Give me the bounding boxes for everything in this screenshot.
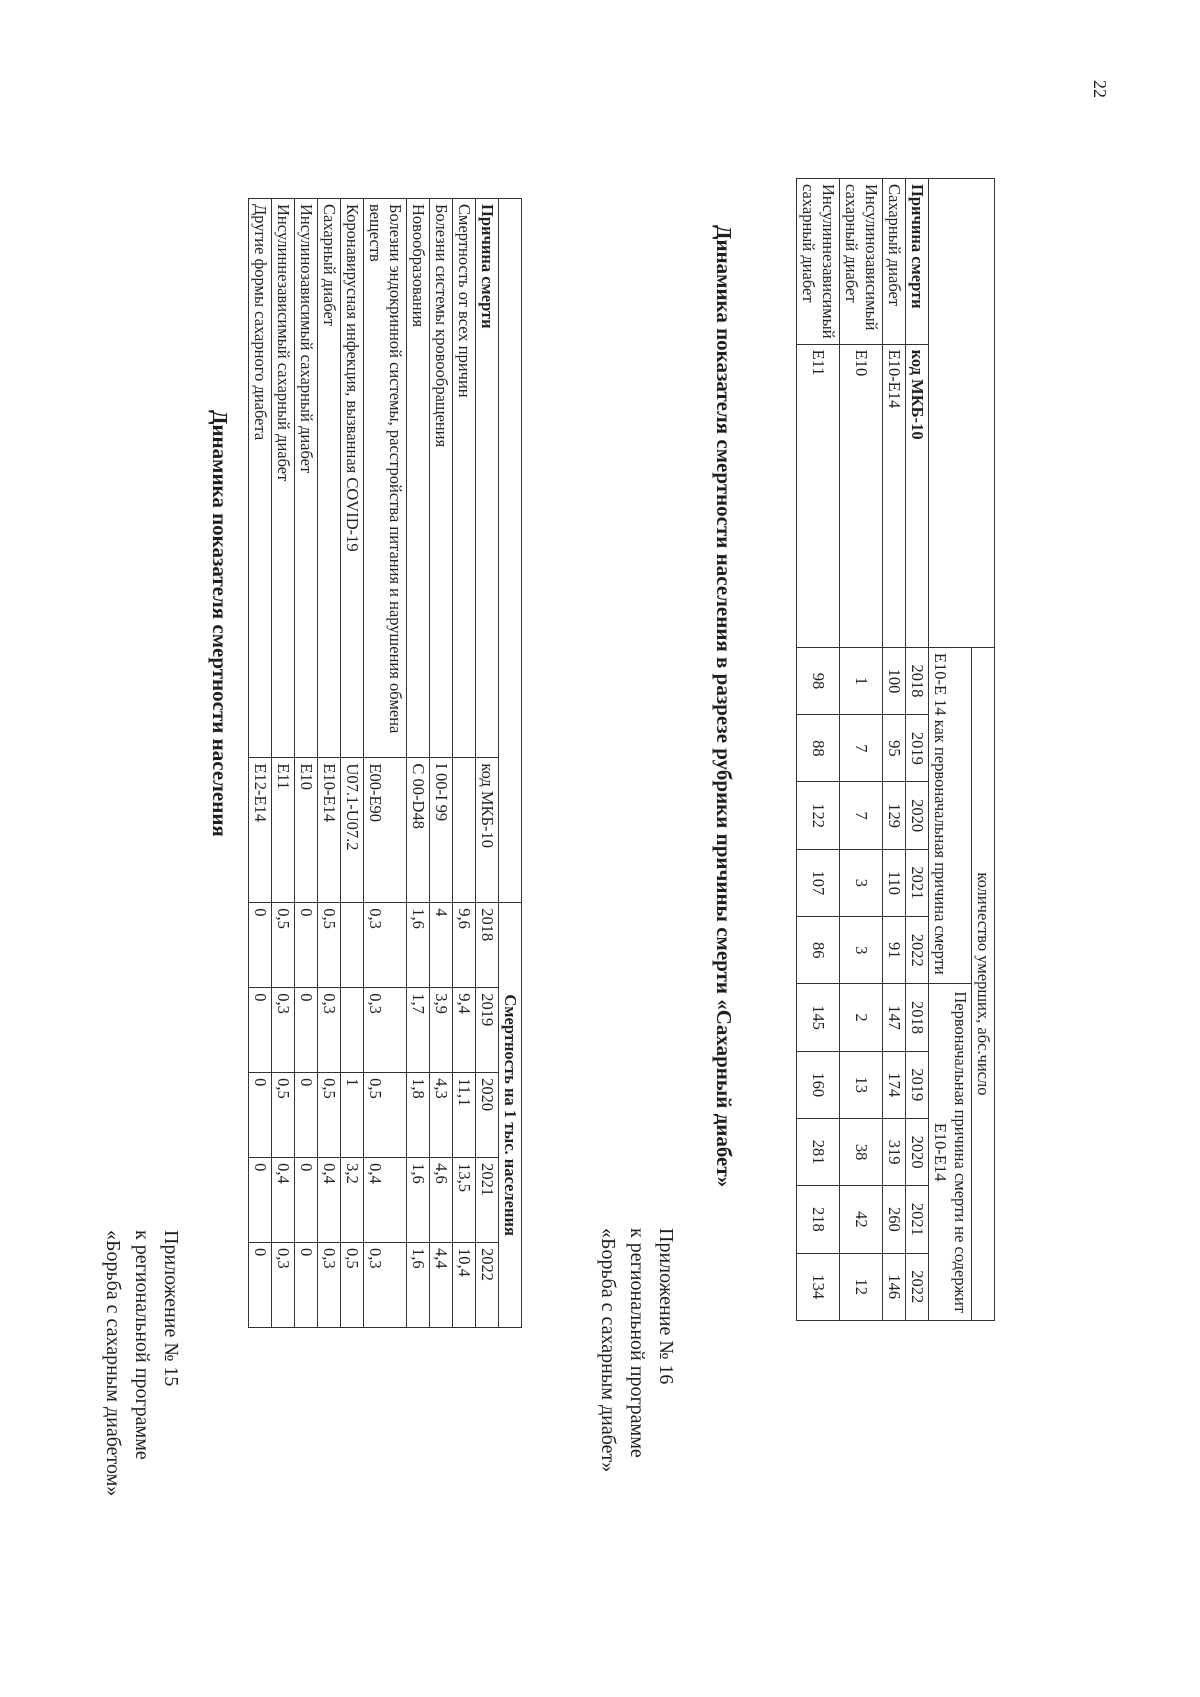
value-cell: 122 xyxy=(797,782,840,849)
value-cell: 319 xyxy=(883,1118,906,1185)
value-cell: 107 xyxy=(797,849,840,916)
table2-header-row-1 xyxy=(972,179,995,1321)
value-cell: 147 xyxy=(883,984,906,1051)
value-cell: 1 xyxy=(840,647,883,714)
value-cell: 260 xyxy=(883,1186,906,1253)
cause-cell: Инсулиннезависимый сахарный диабет xyxy=(272,199,295,758)
cause-cell: Смертность от всех причин xyxy=(453,199,476,758)
table2-year: 2022 xyxy=(906,917,929,984)
value-cell: 0 xyxy=(249,1243,272,1328)
value-cell: 3,2 xyxy=(341,1158,364,1243)
value-cell: 10,4 xyxy=(453,1243,476,1328)
code-cell: E10-E14 xyxy=(318,758,341,903)
code-cell: E11 xyxy=(272,758,295,903)
cause-cell: Инсулинозависимый сахарный диабет xyxy=(295,199,318,758)
appendix-15-program-name: «Борьба с сахарным диабетом» xyxy=(102,1230,124,1497)
table-row xyxy=(318,199,341,1328)
value-cell: 281 xyxy=(797,1118,840,1185)
value-cell: 3 xyxy=(840,849,883,916)
value-cell: 1,7 xyxy=(407,988,430,1073)
value-cell: 12 xyxy=(840,1253,883,1320)
value-cell: 13,5 xyxy=(453,1158,476,1243)
mortality-table xyxy=(248,198,522,1328)
table1-heading: Динамика показателя смертности населения xyxy=(208,410,232,837)
value-cell: 0,3 xyxy=(318,988,341,1073)
cause-cell: Инсулиннезависимый сахарный диабет xyxy=(797,179,840,345)
value-cell: 0,4 xyxy=(364,1158,407,1243)
table-row xyxy=(430,199,453,1328)
table2-header-row-3 xyxy=(906,179,929,1321)
code-cell: E10 xyxy=(840,344,883,647)
value-cell: 134 xyxy=(797,1253,840,1320)
table-row xyxy=(840,179,883,1321)
value-cell: 3 xyxy=(840,917,883,984)
diabetes-deaths-table xyxy=(796,178,995,1321)
value-cell xyxy=(341,988,364,1073)
value-cell: 98 xyxy=(797,647,840,714)
code-cell: U07.1-U07.2 xyxy=(341,758,364,903)
table-row xyxy=(797,179,840,1321)
code-cell: E10-E14 xyxy=(883,344,906,647)
table-row xyxy=(453,199,476,1328)
value-cell: 1,8 xyxy=(407,1073,430,1158)
code-cell: E12-E14 xyxy=(249,758,272,903)
table-row xyxy=(883,179,906,1321)
table-row xyxy=(249,199,272,1328)
table2-year: 2018 xyxy=(906,647,929,714)
value-cell: 0,5 xyxy=(318,1073,341,1158)
table1-col-cause: Причина смерти xyxy=(476,199,499,758)
value-cell: 0,5 xyxy=(272,903,295,988)
table-row xyxy=(295,199,318,1328)
value-cell: 4,6 xyxy=(430,1158,453,1243)
value-cell: 2 xyxy=(840,984,883,1051)
table2-sub-header-primary: E10-E 14 как первоначальная причина смерти xyxy=(929,647,972,983)
value-cell: 129 xyxy=(883,782,906,849)
value-cell: 0 xyxy=(249,903,272,988)
value-cell: 0,5 xyxy=(364,1073,407,1158)
value-cell: 0,3 xyxy=(272,1243,295,1328)
table2-corner-cell xyxy=(929,179,995,648)
table2-year: 2019 xyxy=(906,1051,929,1118)
value-cell: 0,3 xyxy=(318,1243,341,1328)
table-row xyxy=(364,199,407,1328)
cause-cell: Сахарный диабет xyxy=(883,179,906,345)
appendix-16-title: Приложение № 16 xyxy=(655,1228,677,1385)
table2-year: 2021 xyxy=(906,849,929,916)
value-cell: 174 xyxy=(883,1051,906,1118)
table2-year: 2021 xyxy=(906,1186,929,1253)
value-cell: 0,5 xyxy=(272,1073,295,1158)
cause-cell: Сахарный диабет xyxy=(318,199,341,758)
code-cell: C 00-D48 xyxy=(407,758,430,903)
value-cell: 218 xyxy=(797,1186,840,1253)
table2-col-cause: Причина смерти xyxy=(906,179,929,345)
value-cell: 0 xyxy=(295,903,318,988)
value-cell: 1,6 xyxy=(407,903,430,988)
value-cell: 145 xyxy=(797,984,840,1051)
value-cell: 0 xyxy=(295,1073,318,1158)
value-cell: 86 xyxy=(797,917,840,984)
table1-year: 2019 xyxy=(476,988,499,1073)
code-cell: E00-E90 xyxy=(364,758,407,903)
value-cell: 100 xyxy=(883,647,906,714)
value-cell: 146 xyxy=(883,1253,906,1320)
value-cell: 42 xyxy=(840,1186,883,1253)
table2-sub-header-secondary: Первоначальная причина смерти не содержит E10-E14 xyxy=(929,984,972,1321)
code-cell: E11 xyxy=(797,344,840,647)
value-cell: 0,4 xyxy=(318,1158,341,1243)
table1-year: 2020 xyxy=(476,1073,499,1158)
code-cell: I 00-I 99 xyxy=(430,758,453,903)
value-cell: 0 xyxy=(295,1158,318,1243)
table2-year: 2019 xyxy=(906,715,929,782)
value-cell: 0 xyxy=(295,988,318,1073)
table1-col-code: код МКБ-10 xyxy=(476,758,499,903)
table1-year: 2022 xyxy=(476,1243,499,1328)
table-row xyxy=(272,199,295,1328)
value-cell: 0,5 xyxy=(341,1243,364,1328)
appendix-15-title: Приложение № 15 xyxy=(160,1230,182,1387)
table2-col-code: код МКБ-10 xyxy=(906,344,929,647)
value-cell: 0,3 xyxy=(272,988,295,1073)
cause-cell: Другие формы сахарного диабета xyxy=(249,199,272,758)
value-cell: 4,4 xyxy=(430,1243,453,1328)
value-cell: 0 xyxy=(249,1073,272,1158)
appendix-16-block xyxy=(593,1228,680,1472)
value-cell: 13 xyxy=(840,1051,883,1118)
table2-heading: Динамика показателя смертности населения в разрезе рубрики причины смерти «Сахарный диабет» xyxy=(712,225,736,1188)
table1-group-header: Смертность на 1 тыс. населения xyxy=(499,903,522,1328)
cause-cell: Новообразования xyxy=(407,199,430,758)
value-cell: 4,3 xyxy=(430,1073,453,1158)
value-cell: 0 xyxy=(295,1243,318,1328)
table-row xyxy=(341,199,364,1328)
value-cell: 110 xyxy=(883,849,906,916)
code-cell: E10 xyxy=(295,758,318,903)
code-cell xyxy=(453,758,476,903)
table1-corner-cell xyxy=(499,199,522,903)
value-cell: 1 xyxy=(341,1073,364,1158)
value-cell: 9,6 xyxy=(453,903,476,988)
value-cell: 91 xyxy=(883,917,906,984)
table-row xyxy=(407,199,430,1328)
value-cell: 0,3 xyxy=(364,903,407,988)
table2-year: 2022 xyxy=(906,1253,929,1320)
cause-cell: Коронавирусная инфекция, вызванная COVID-19 xyxy=(341,199,364,758)
value-cell: 4 xyxy=(430,903,453,988)
value-cell: 0,3 xyxy=(364,988,407,1073)
table1-header-row-1 xyxy=(499,199,522,1328)
value-cell: 38 xyxy=(840,1118,883,1185)
table1-year: 2021 xyxy=(476,1158,499,1243)
value-cell: 1,6 xyxy=(407,1158,430,1243)
table2-year: 2020 xyxy=(906,1118,929,1185)
table2-year: 2018 xyxy=(906,984,929,1051)
value-cell: 88 xyxy=(797,715,840,782)
value-cell: 160 xyxy=(797,1051,840,1118)
value-cell xyxy=(341,903,364,988)
appendix-15-block xyxy=(98,1230,185,1496)
value-cell: 3,9 xyxy=(430,988,453,1073)
appendix-16-program-name: «Борьба с сахарным диабет» xyxy=(597,1228,619,1473)
cause-cell: Инсулинозависимый сахарный диабет xyxy=(840,179,883,345)
value-cell: 7 xyxy=(840,782,883,849)
value-cell: 9,4 xyxy=(453,988,476,1073)
appendix-16-program: к региональной программе xyxy=(626,1228,648,1458)
table1-header-row-2 xyxy=(476,199,499,1328)
table1-year: 2018 xyxy=(476,903,499,988)
table2-year: 2020 xyxy=(906,782,929,849)
cause-cell: Болезни системы кровообращения xyxy=(430,199,453,758)
appendix-15-program: к региональной программе xyxy=(131,1230,153,1460)
value-cell: 11,1 xyxy=(453,1073,476,1158)
page-number: 22 xyxy=(1090,80,1110,98)
value-cell: 7 xyxy=(840,715,883,782)
value-cell: 0,4 xyxy=(272,1158,295,1243)
value-cell: 0 xyxy=(249,988,272,1073)
value-cell: 0,5 xyxy=(318,903,341,988)
cause-cell: Болезни эндокринной системы, расстройства питания и нарушения обмена веществ xyxy=(364,199,407,758)
value-cell: 95 xyxy=(883,715,906,782)
table2-group-header: количество умерших, абс.число xyxy=(972,647,995,1320)
value-cell: 0 xyxy=(249,1158,272,1243)
value-cell: 1,6 xyxy=(407,1243,430,1328)
value-cell: 0,3 xyxy=(364,1243,407,1328)
